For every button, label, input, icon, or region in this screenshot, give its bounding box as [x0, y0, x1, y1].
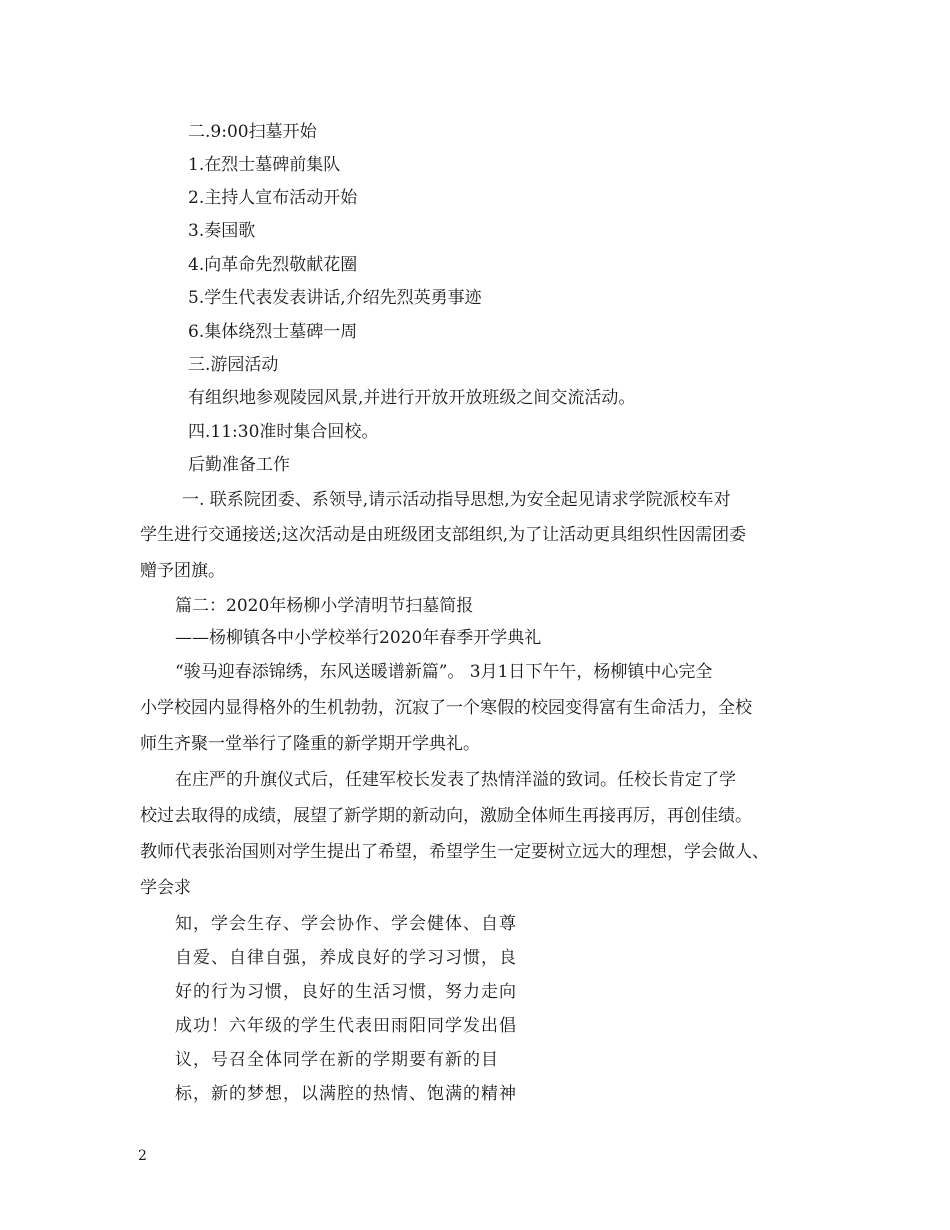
text-line: 议，号召全体同学在新的学期要有新的目 — [175, 1050, 499, 1070]
text-line: 师生齐聚一堂举行了隆重的新学期开学典礼。 — [140, 734, 480, 754]
text-line: “骏马迎春添锦绣，东风送暖谱新篇”。 3月1日下午午，杨柳镇中心完全 — [175, 662, 713, 682]
text-line: 好的行为习惯，良好的生活习惯，努力走向 — [175, 982, 517, 1002]
text-line: 小学校园内显得格外的生机勃勃，沉寂了一个寒假的校园变得富有生命活力，全校 — [140, 698, 752, 718]
text-line: 二.9:00扫墓开始 — [188, 122, 317, 142]
text-line: 三.游园活动 — [188, 355, 279, 375]
text-line: 6.集体绕烈士墓碑一周 — [188, 322, 358, 342]
heading: 篇二：2020年杨柳小学清明节扫墓简报 — [175, 596, 474, 616]
text-line: 4.向革命先烈敬献花圈 — [188, 255, 358, 275]
text-line: 3.奏国歌 — [188, 221, 256, 241]
text-line: 四.11:30准时集合回校。 — [188, 422, 379, 442]
text-line: 校过去取得的成绩，展望了新学期的新动向，激励全体师生再接再厉，再创佳绩。 — [140, 806, 752, 826]
text-line: 赠予团旗。 — [140, 561, 225, 581]
text-line: 1.在烈士墓碑前集队 — [188, 155, 341, 175]
text-line: 5.学生代表发表讲话,介绍先烈英勇事迹 — [188, 288, 482, 308]
text-line: 知，学会生存、学会协作、学会健体、自尊 — [175, 914, 517, 934]
text-line: 自爱、自律自强，养成良好的学习习惯，良 — [175, 948, 517, 968]
text-line: 标，新的梦想，以满腔的热情、饱满的精神 — [175, 1084, 517, 1104]
text-line: 一. 联系院团委、系领导,请示活动指导思想,为安全起见请求学院派校车对 — [182, 490, 731, 510]
text-line: 成功！六年级的学生代表田雨阳同学发出倡 — [175, 1016, 517, 1036]
text-line: 教师代表张治国则对学生提出了希望，希望学生一定要树立远大的理想，学会做人、 — [140, 842, 769, 862]
text-line: 学会求 — [140, 878, 191, 898]
text-line: 2.主持人宣布活动开始 — [188, 188, 358, 208]
text-line: 后勤准备工作 — [188, 455, 290, 475]
text-line: 有组织地参观陵园风景,并进行开放开放班级之间交流活动。 — [188, 388, 636, 408]
text-line: 在庄严的升旗仪式后，任建军校长发表了热情洋溢的致词。任校长肯定了学 — [175, 770, 736, 790]
page-number: 2 — [138, 1148, 147, 1164]
subheading: ——杨柳镇各中小学校举行2020年春季开学典礼 — [175, 628, 542, 648]
text-line: 学生进行交通接送;这次活动是由班级团支部组织,为了让活动更具组织性因需团委 — [140, 525, 747, 545]
